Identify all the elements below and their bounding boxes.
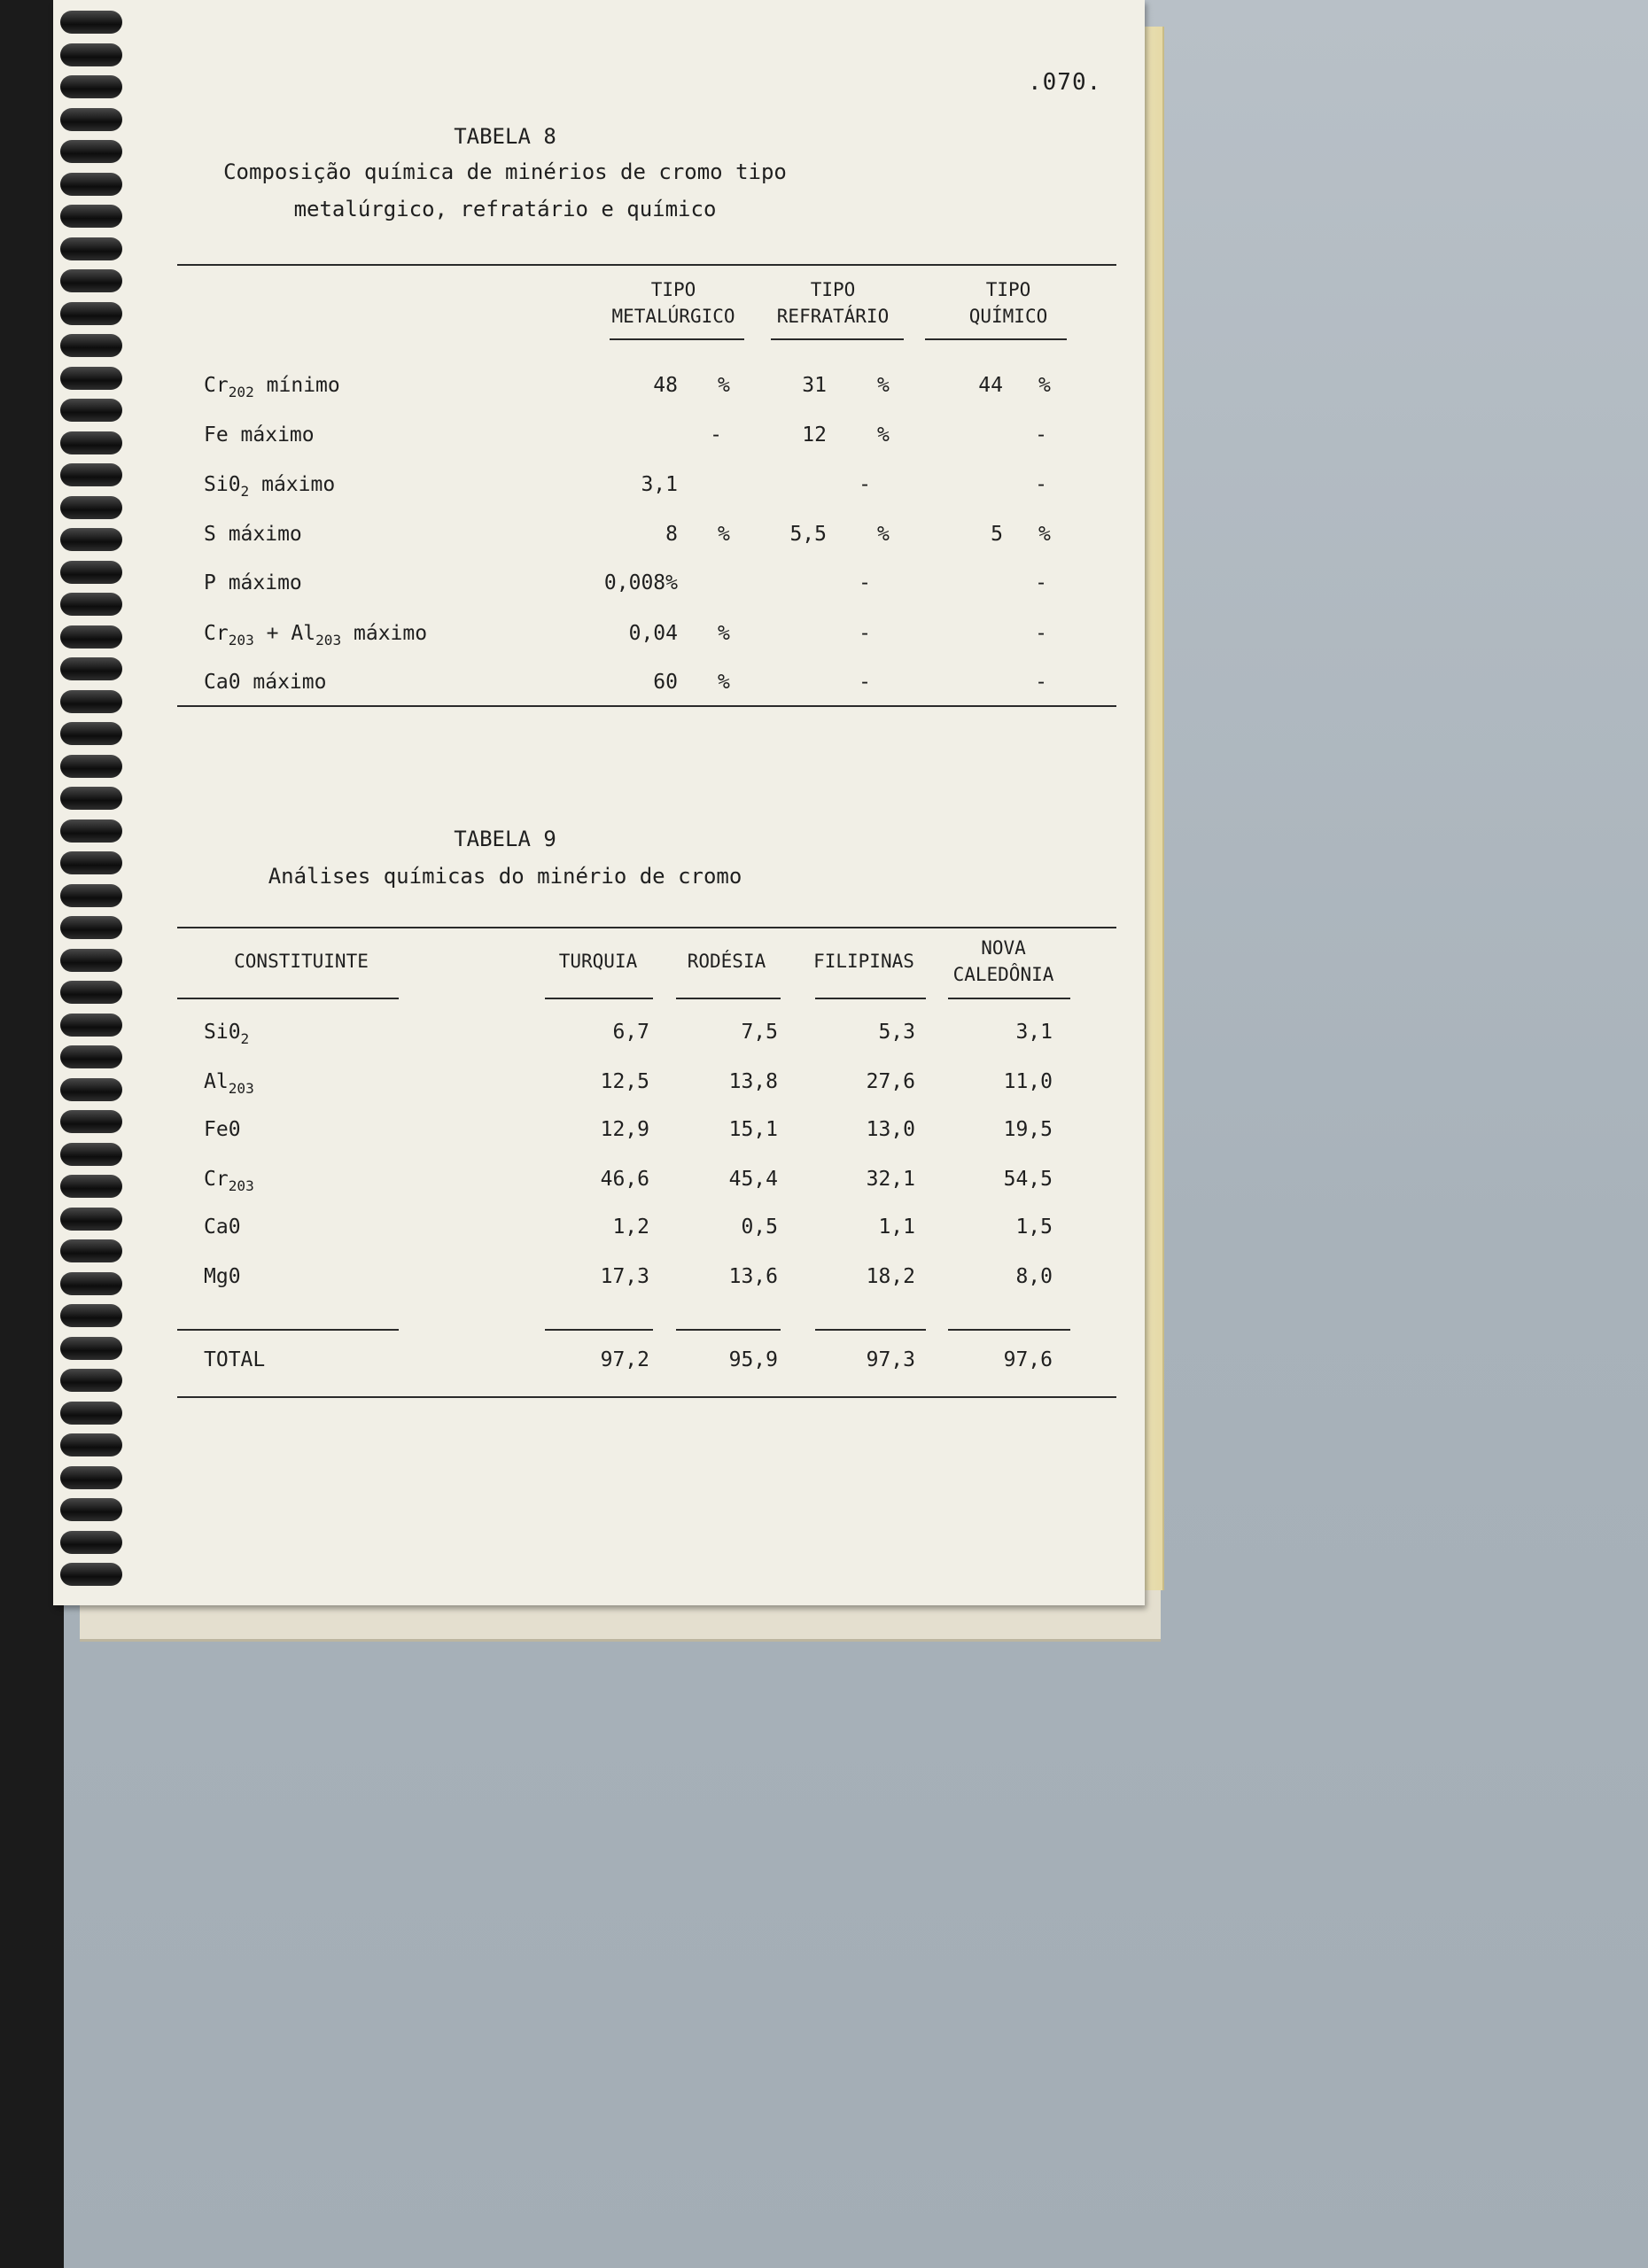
binder-ring xyxy=(60,496,122,519)
binder-ring xyxy=(60,1369,122,1392)
table8-metal-unit: % xyxy=(718,622,730,645)
table8-metal-unit: % xyxy=(718,374,730,397)
binder-ring xyxy=(60,916,122,939)
binder-ring xyxy=(60,593,122,616)
label-text: Fe máximo xyxy=(204,423,315,447)
binder-ring xyxy=(60,108,122,131)
table8-metal-value: 48 xyxy=(653,374,678,397)
table8-quim-unit: % xyxy=(1038,374,1051,397)
binder-ring xyxy=(60,237,122,260)
table9-turquia-value: 6,7 xyxy=(612,1021,649,1044)
table8-quim-value: - xyxy=(1035,622,1047,645)
table9-row-label xyxy=(204,1118,241,1141)
binder-ring xyxy=(60,1045,122,1068)
table8-metal-value: 8 xyxy=(665,523,678,546)
binder-ring xyxy=(60,884,122,907)
table8-row-label xyxy=(204,374,340,400)
table8-quim-unit: % xyxy=(1038,523,1051,546)
label-subscript: 0 xyxy=(237,1177,246,1194)
label-subscript: 3 xyxy=(245,1177,254,1194)
table8-subtitle-line2: metalúrgico, refratário e químico xyxy=(293,197,717,221)
table9-rodesia-value: 15,1 xyxy=(728,1118,778,1141)
table9-header-rule-5 xyxy=(948,998,1070,999)
table9-total-label: TOTAL xyxy=(204,1348,266,1371)
binder-ring xyxy=(60,173,122,196)
binder-ring xyxy=(60,1175,122,1198)
binder-ring xyxy=(60,851,122,874)
table8-metal-value: 0,008% xyxy=(603,571,678,594)
table9-row-label xyxy=(204,1216,241,1239)
table9-turquia-value: 17,3 xyxy=(600,1265,649,1288)
table8-row-label xyxy=(204,571,302,594)
label-subscript: 2 xyxy=(228,1080,237,1097)
table9-nova-caledonia-value: 8,0 xyxy=(1015,1265,1053,1288)
table9-total-rule-3 xyxy=(676,1329,781,1331)
table9-header-rule-3 xyxy=(676,998,781,999)
table9-filipinas-value: 1,1 xyxy=(878,1216,915,1239)
table8-col-refr-rule xyxy=(771,338,904,340)
table9-title: TABELA 9 xyxy=(454,827,556,851)
table8-metal-value: 3,1 xyxy=(641,473,678,496)
binder-ring xyxy=(60,1498,122,1521)
label-text: Ca0 xyxy=(204,1216,241,1239)
table9-filipinas-value: 13,0 xyxy=(866,1118,915,1141)
table8-bottom-rule xyxy=(177,705,1116,707)
binder-ring xyxy=(60,1563,122,1586)
table9-total-rule-5 xyxy=(948,1329,1070,1331)
table9-rodesia-value: 13,8 xyxy=(728,1070,778,1093)
label-text: P máximo xyxy=(204,571,302,594)
label-subscript: 3 xyxy=(245,632,254,649)
label-text: + Al xyxy=(253,622,316,645)
table8-refr-value: - xyxy=(859,671,871,694)
label-subscript: 2 xyxy=(228,1177,237,1194)
table8-col-metal-header: TIPO METALÚRGICO xyxy=(611,279,735,327)
binder-ring xyxy=(60,140,122,163)
binder-ring xyxy=(60,722,122,745)
label-text: Al xyxy=(204,1070,229,1093)
table8-row-label xyxy=(204,473,336,500)
table9-top-rule xyxy=(177,927,1116,928)
table9-header-rule-2 xyxy=(545,998,653,999)
table8-quim-value: - xyxy=(1035,571,1047,594)
table8-refr-value: - xyxy=(859,473,871,496)
table8-refr-value: - xyxy=(859,622,871,645)
label-subscript: 2 xyxy=(315,632,324,649)
binder-ring xyxy=(60,1110,122,1133)
binder-ring xyxy=(60,11,122,34)
label-subscript: 3 xyxy=(245,1080,254,1097)
table8-refr-value: 5,5 xyxy=(789,523,827,546)
table9-total-turquia: 97,2 xyxy=(600,1348,649,1371)
table8-metal-unit: % xyxy=(718,523,730,546)
page-number: .070. xyxy=(1028,69,1102,96)
label-subscript: 2 xyxy=(240,483,250,500)
binder-ring xyxy=(60,755,122,778)
binder-ring xyxy=(60,561,122,584)
table8-subtitle-line1: Composição química de minérios de cromo tipo xyxy=(223,159,787,184)
binder-ring xyxy=(60,1208,122,1231)
table9-total-rodesia: 95,9 xyxy=(728,1348,778,1371)
table9-header-nova-caledonia: NOVA CALEDÔNIA xyxy=(952,937,1054,985)
table8-refr-value: - xyxy=(859,571,871,594)
table9-row-label xyxy=(204,1265,241,1288)
table9-total-rule-1 xyxy=(177,1329,399,1331)
label-subscript: 2 xyxy=(240,1030,250,1047)
table9-bottom-rule xyxy=(177,1396,1116,1398)
table9-filipinas-value: 32,1 xyxy=(866,1168,915,1191)
table8-col-refr-header: TIPO REFRATÁRIO xyxy=(776,279,890,327)
binder-ring xyxy=(60,787,122,810)
table9-total-nova-caledonia: 97,6 xyxy=(1003,1348,1053,1371)
binder-ring xyxy=(60,657,122,680)
table8-row-label xyxy=(204,671,326,694)
binder-ring xyxy=(60,1078,122,1101)
table9-header-constituinte: CONSTITUINTE xyxy=(234,951,369,972)
table8-metal-value: - xyxy=(710,423,722,447)
table9-rodesia-value: 13,6 xyxy=(728,1265,778,1288)
table8-top-rule xyxy=(177,264,1116,266)
label-text: máximo xyxy=(341,622,428,645)
table9-nova-caledonia-value: 54,5 xyxy=(1003,1168,1053,1191)
table8-refr-unit: % xyxy=(877,523,890,546)
binder-ring xyxy=(60,431,122,454)
table8-row-label xyxy=(204,523,302,546)
label-subscript: 0 xyxy=(237,384,246,400)
table8-refr-unit: % xyxy=(877,423,890,447)
label-subscript: 2 xyxy=(228,384,237,400)
table9-header-rule-1 xyxy=(177,998,399,999)
binder-ring xyxy=(60,625,122,649)
document-page xyxy=(53,0,1145,1605)
label-subscript: 0 xyxy=(237,1080,246,1097)
binder-ring xyxy=(60,1531,122,1554)
label-subscript: 3 xyxy=(332,632,342,649)
table9-total-rule-4 xyxy=(815,1329,926,1331)
table8-col-quim-header: TIPO QUÍMICO xyxy=(968,279,1048,327)
binder-ring xyxy=(60,269,122,292)
label-text: Si0 xyxy=(204,1021,241,1044)
table9-rodesia-value: 0,5 xyxy=(741,1216,778,1239)
table9-filipinas-value: 5,3 xyxy=(878,1021,915,1044)
table9-filipinas-value: 27,6 xyxy=(866,1070,915,1093)
spiral-binding xyxy=(53,0,133,1605)
table9-total-rule-2 xyxy=(545,1329,653,1331)
binder-ring xyxy=(60,528,122,551)
binder-ring xyxy=(60,43,122,66)
table9-row-label xyxy=(204,1070,254,1097)
table9-header-rodesia: RODÉSIA xyxy=(687,951,766,972)
table9-turquia-value: 46,6 xyxy=(600,1168,649,1191)
table8-metal-value: 60 xyxy=(653,671,678,694)
table8-metal-unit: % xyxy=(718,671,730,694)
label-text: Mg0 xyxy=(204,1265,241,1288)
table9-turquia-value: 12,9 xyxy=(600,1118,649,1141)
table9-row-label xyxy=(204,1168,254,1194)
binder-ring xyxy=(60,1304,122,1327)
table9-subtitle: Análises químicas do minério de cromo xyxy=(268,864,742,889)
binder-ring xyxy=(60,367,122,390)
table8-row-label xyxy=(204,423,315,447)
label-text: Si0 xyxy=(204,473,241,496)
table9-nova-caledonia-value: 11,0 xyxy=(1003,1070,1053,1093)
table9-nova-caledonia-value: 3,1 xyxy=(1015,1021,1053,1044)
binder-ring xyxy=(60,1239,122,1262)
binder-ring xyxy=(60,399,122,422)
table9-row-label xyxy=(204,1021,250,1047)
binder-ring xyxy=(60,1014,122,1037)
table9-rodesia-value: 45,4 xyxy=(728,1168,778,1191)
binder-ring xyxy=(60,1466,122,1489)
table8-quim-value: - xyxy=(1035,423,1047,447)
binder-ring xyxy=(60,819,122,843)
table9-turquia-value: 1,2 xyxy=(612,1216,649,1239)
binder-ring xyxy=(60,949,122,972)
table8-row-label xyxy=(204,622,428,649)
binder-ring xyxy=(60,205,122,228)
binder-ring xyxy=(60,690,122,713)
table9-nova-caledonia-value: 19,5 xyxy=(1003,1118,1053,1141)
table8-refr-unit: % xyxy=(877,374,890,397)
label-text: Cr xyxy=(204,622,229,645)
binder-ring xyxy=(60,334,122,357)
binder-ring xyxy=(60,1433,122,1456)
label-text: Cr xyxy=(204,1168,229,1191)
label-text: máximo xyxy=(249,473,336,496)
binder-ring xyxy=(60,981,122,1004)
label-text: S máximo xyxy=(204,523,302,546)
label-text: Ca0 máximo xyxy=(204,671,327,694)
label-subscript: 0 xyxy=(237,632,246,649)
binder-ring xyxy=(60,1143,122,1166)
table8-title: TABELA 8 xyxy=(454,124,556,149)
table9-total-filipinas: 97,3 xyxy=(866,1348,915,1371)
table8-refr-value: 12 xyxy=(802,423,827,447)
table9-turquia-value: 12,5 xyxy=(600,1070,649,1093)
table9-header-filipinas: FILIPINAS xyxy=(813,951,914,972)
table9-nova-caledonia-value: 1,5 xyxy=(1015,1216,1053,1239)
binder-ring xyxy=(60,463,122,486)
table9-header-rule-4 xyxy=(815,998,926,999)
binder-ring xyxy=(60,302,122,325)
table9-header-turquia: TURQUIA xyxy=(558,951,638,972)
table8-refr-value: 31 xyxy=(802,374,827,397)
label-subscript: 2 xyxy=(228,632,237,649)
table8-quim-value: - xyxy=(1035,473,1047,496)
table8-quim-value: - xyxy=(1035,671,1047,694)
label-text: mínimo xyxy=(253,374,340,397)
label-text: Fe0 xyxy=(204,1118,241,1141)
label-subscript: 2 xyxy=(245,384,254,400)
table8-quim-value: 44 xyxy=(978,374,1003,397)
binder-ring xyxy=(60,1337,122,1360)
binder-ring xyxy=(60,1272,122,1295)
table9-rodesia-value: 7,5 xyxy=(741,1021,778,1044)
binder-ring xyxy=(60,75,122,98)
table8-col-metal-rule xyxy=(610,338,744,340)
label-text: Cr xyxy=(204,374,229,397)
table9-filipinas-value: 18,2 xyxy=(866,1265,915,1288)
table8-col-quim-rule xyxy=(925,338,1067,340)
label-subscript: 0 xyxy=(323,632,333,649)
table8-quim-value: 5 xyxy=(991,523,1003,546)
table8-metal-value: 0,04 xyxy=(628,622,678,645)
binder-ring xyxy=(60,1402,122,1425)
